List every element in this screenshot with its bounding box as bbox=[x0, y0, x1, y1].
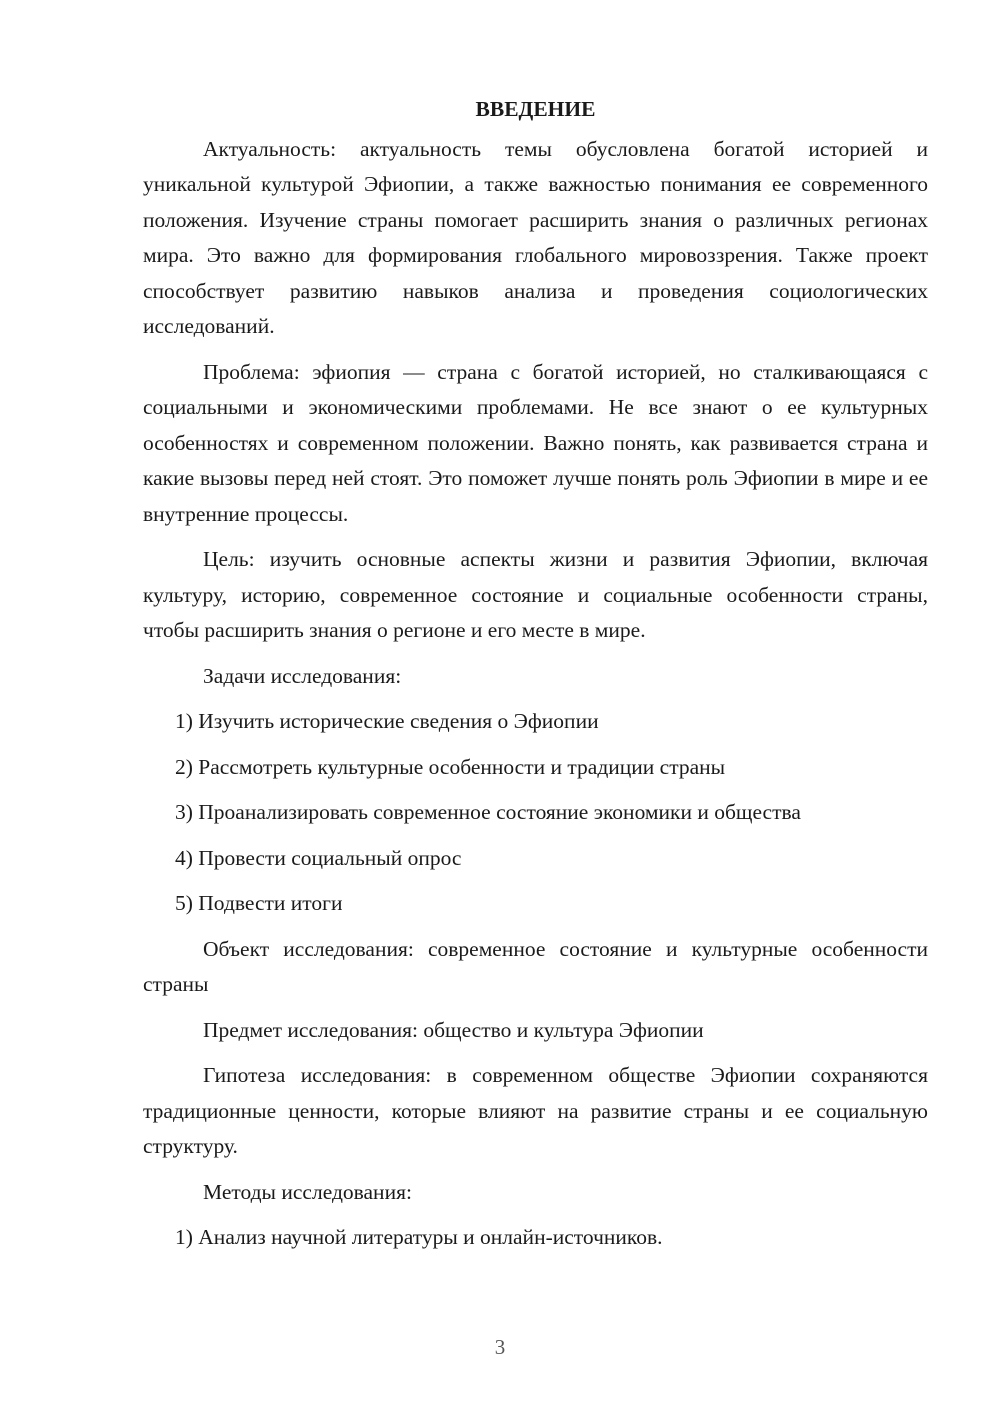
subject-paragraph: Предмет исследования: общество и культура Эфиопии bbox=[203, 1017, 704, 1042]
task-item: 3) Проанализировать современное состояние экономики и общества bbox=[175, 800, 801, 824]
object-paragraph: Объект исследования: современное состояние и культурные особенности страны bbox=[143, 936, 928, 996]
task-item: 5) Подвести итоги bbox=[175, 891, 343, 915]
task-item: 1) Изучить исторические сведения о Эфиопии bbox=[175, 709, 599, 733]
page-number: 3 bbox=[494, 1335, 506, 1359]
problem-paragraph: Проблема: эфиопия — страна с богатой историей, но сталкивающаяся с социальными и экономическими проблемами. Не все знают о ее культурных особенностях и современном положении. Важно понять, как развивается страна и какие вызовы перед ней стоят. Это поможет лучше понять роль Эфиопии в мире и ее внутренние процессы. bbox=[143, 359, 928, 526]
methods-list bbox=[143, 1220, 928, 1256]
tasks-heading: Задачи исследования: bbox=[203, 663, 402, 688]
task-item: 2) Рассмотреть культурные особенности и традиции страны bbox=[175, 754, 726, 779]
section-title: ВВЕДЕНИЕ bbox=[475, 97, 596, 121]
goal-paragraph: Цель: изучить основные аспекты жизни и развития Эфиопии, включая культуру, историю, современное состояние и социальные особенности страны, чтобы расширить знания о регионе и его месте в мире. bbox=[143, 547, 928, 642]
task-item: 4) Провести социальный опрос bbox=[175, 845, 462, 870]
tasks-list bbox=[143, 704, 928, 922]
method-item: 1) Анализ научной литературы и онлайн-источников. bbox=[175, 1225, 663, 1249]
methods-heading: Методы исследования: bbox=[203, 1179, 412, 1204]
document-page bbox=[143, 92, 928, 1266]
hypothesis-paragraph: Гипотеза исследования: в современном обществе Эфиопии сохраняются традиционные ценности, которые влияют на развитие страны и ее социальную структуру. bbox=[143, 1063, 928, 1158]
relevance-paragraph: Актуальность: актуальность темы обусловлена богатой историей и уникальной культурой Эфиопии, а также важностью понимания ее современного положения. Изучение страны помогает расширить знания о различных регионах мира. Это важно для формирования глобального мировоззрения. Также проект способствует развитию навыков анализа и проведения социологических исследований. bbox=[143, 136, 928, 338]
